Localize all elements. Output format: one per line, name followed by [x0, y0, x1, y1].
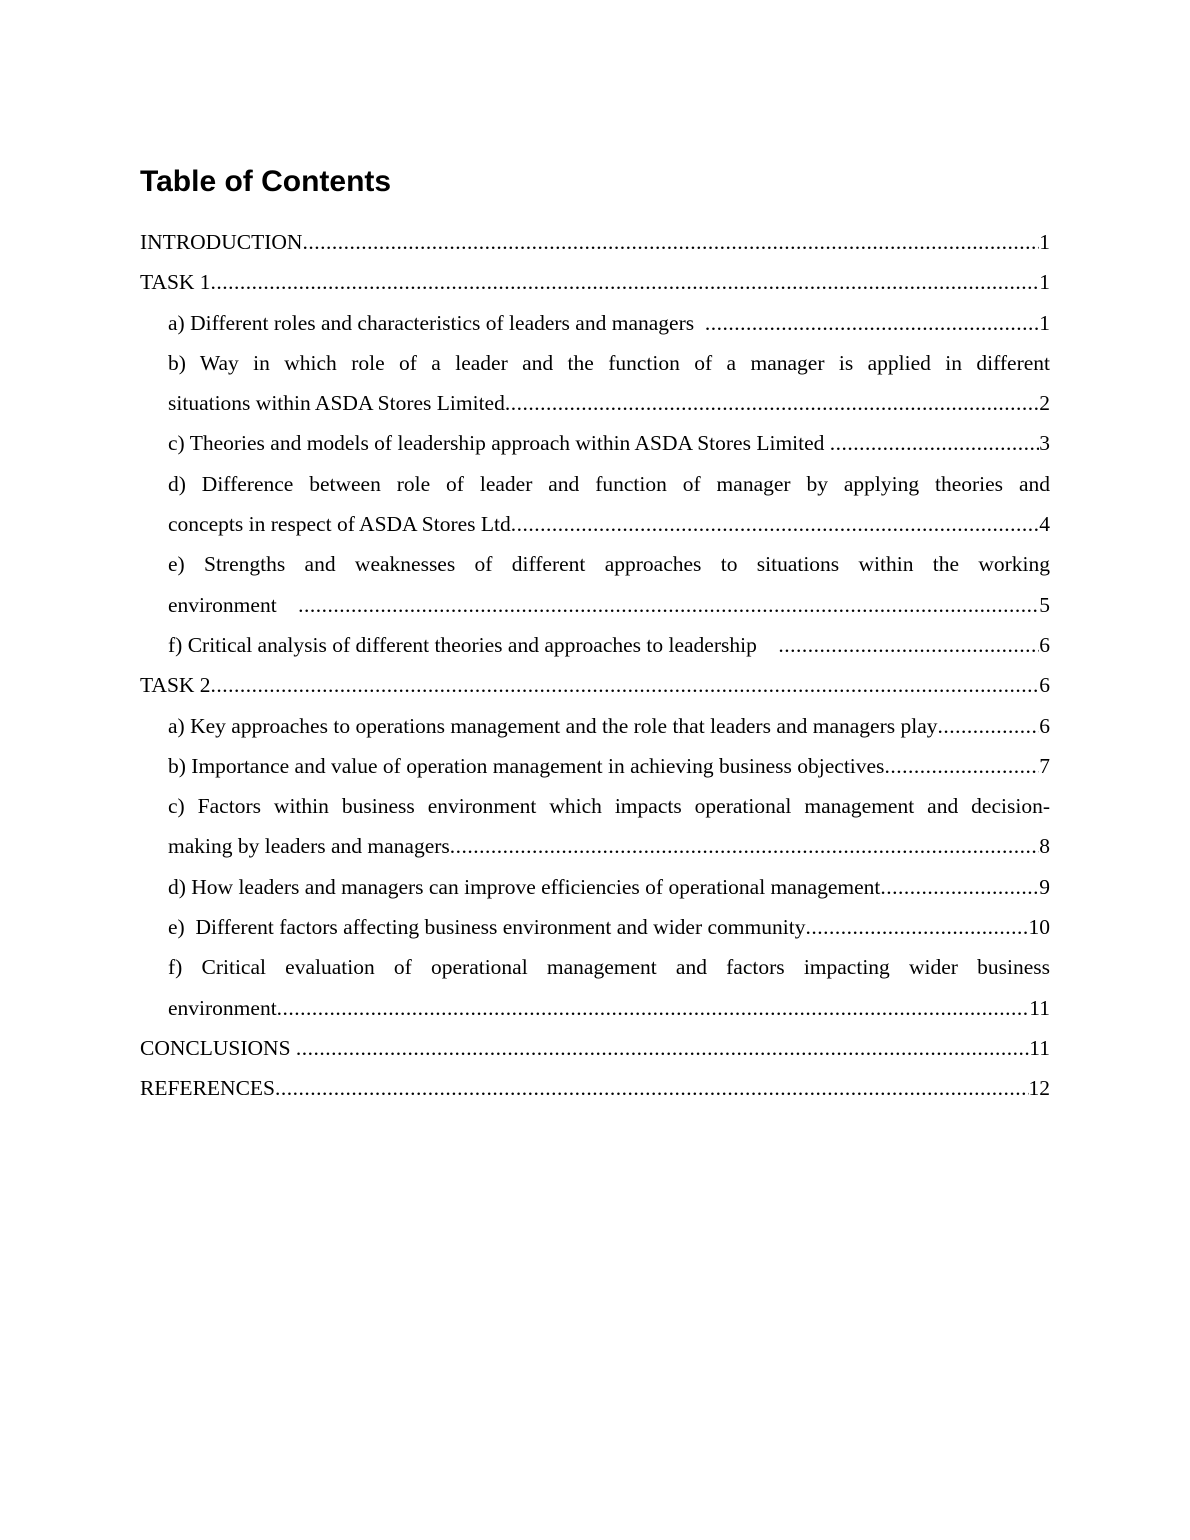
toc-entry-label: e) Different factors affecting business environment and wider community	[168, 915, 806, 940]
dot-leader	[296, 1028, 1029, 1068]
toc-page-number: 1	[1039, 310, 1050, 335]
dot-leader	[275, 1068, 1029, 1108]
toc-entry-task-2b[interactable]	[140, 746, 1050, 786]
toc-page-number: 8	[1039, 834, 1050, 859]
dot-leader	[211, 262, 1040, 302]
toc-entry-label: a) Different roles and characteristics of leaders and managers	[168, 310, 705, 335]
toc-entry-label: concepts in respect of ASDA Stores Ltd	[168, 512, 511, 537]
toc-entry-task-2d[interactable]	[140, 867, 1050, 907]
table-of-contents	[140, 222, 1050, 1109]
toc-page-number: 6	[1039, 713, 1050, 738]
dot-leader	[778, 625, 1039, 665]
toc-page-number: 1	[1039, 230, 1050, 254]
toc-page-number: 7	[1039, 753, 1050, 778]
toc-entry-label: REFERENCES	[140, 1076, 275, 1101]
toc-entry-label: f) Critical analysis of different theories and approaches to leadership	[168, 632, 779, 657]
toc-entry-references[interactable]	[140, 1068, 1050, 1108]
dot-leader	[880, 867, 1039, 907]
toc-entry-label: c) Theories and models of leadership approach within ASDA Stores Limited	[168, 431, 830, 456]
toc-entry-task-1d[interactable]	[140, 464, 1050, 545]
toc-page-number: 6	[1039, 673, 1050, 698]
toc-entry-label-line-1: b) Way in which role of a leader and the function of a manager is applied in different	[168, 350, 1050, 375]
toc-entry-introduction[interactable]	[140, 222, 1050, 262]
dot-leader	[511, 504, 1039, 544]
toc-entry-label: TASK 2	[140, 673, 211, 698]
toc-entry-label-line-1: c) Factors within business environment which impacts operational management and decision-	[168, 794, 1050, 819]
dot-leader	[302, 222, 1039, 262]
dot-leader	[450, 826, 1039, 866]
toc-entry-label: d) How leaders and managers can improve efficiencies of operational management	[168, 874, 881, 899]
toc-entry-task-2a[interactable]	[140, 706, 1050, 746]
toc-entry-task-1e[interactable]	[140, 544, 1050, 625]
toc-entry-conclusions[interactable]	[140, 1028, 1050, 1068]
toc-entry-label: making by leaders and managers	[168, 834, 450, 859]
toc-entry-label: CONCLUSIONS	[140, 1035, 296, 1060]
dot-leader	[884, 746, 1039, 786]
dot-leader	[830, 423, 1039, 463]
toc-entry-label: situations within ASDA Stores Limited	[168, 391, 505, 416]
toc-page-number: 12	[1028, 1076, 1050, 1101]
page-title: Table of Contents	[140, 165, 392, 198]
toc-entry-task-2c[interactable]	[140, 786, 1050, 867]
toc-entry-label: a) Key approaches to operations management and the role that leaders and managers play	[168, 713, 938, 738]
toc-page-number: 11	[1029, 995, 1050, 1020]
toc-entry-label: INTRODUCTION	[140, 230, 303, 254]
toc-entry-task-2f[interactable]	[140, 947, 1050, 1028]
toc-entry-label: b) Importance and value of operation management in achieving business objectives	[168, 753, 885, 778]
dot-leader	[505, 383, 1039, 423]
toc-page-number: 6	[1039, 632, 1050, 657]
toc-page-number: 1	[1039, 270, 1050, 295]
dot-leader	[705, 303, 1039, 343]
dot-leader	[938, 706, 1040, 746]
toc-page-number: 4	[1039, 512, 1050, 537]
toc-entry-label: TASK 1	[140, 270, 211, 295]
toc-entry-task-1f[interactable]	[140, 625, 1050, 665]
toc-entry-label: environment	[168, 592, 299, 617]
toc-entry-label: environment	[168, 995, 277, 1020]
toc-page-number: 10	[1028, 915, 1050, 940]
dot-leader	[211, 665, 1040, 705]
toc-entry-task-1b[interactable]	[140, 343, 1050, 424]
toc-entry-label-line-1: f) Critical evaluation of operational management and factors impacting wider business	[168, 955, 1050, 980]
dot-leader	[805, 907, 1028, 947]
toc-entry-task-2e[interactable]	[140, 907, 1050, 947]
toc-page-number: 2	[1039, 391, 1050, 416]
toc-page-number: 9	[1039, 874, 1050, 899]
toc-page-number: 11	[1029, 1035, 1050, 1060]
dot-leader	[298, 585, 1039, 625]
toc-entry-task-1[interactable]	[140, 262, 1050, 302]
toc-entry-label-line-1: e) Strengths and weaknesses of different approaches to situations within the working	[168, 552, 1050, 577]
dot-leader	[277, 988, 1030, 1028]
toc-entry-task-1a[interactable]	[140, 303, 1050, 343]
toc-entry-task-2[interactable]	[140, 665, 1050, 705]
toc-page-number: 5	[1039, 592, 1050, 617]
toc-entry-label-line-1: d) Difference between role of leader and function of manager by applying theories and	[168, 471, 1050, 496]
toc-page-number: 3	[1039, 431, 1050, 456]
toc-entry-task-1c[interactable]	[140, 423, 1050, 463]
